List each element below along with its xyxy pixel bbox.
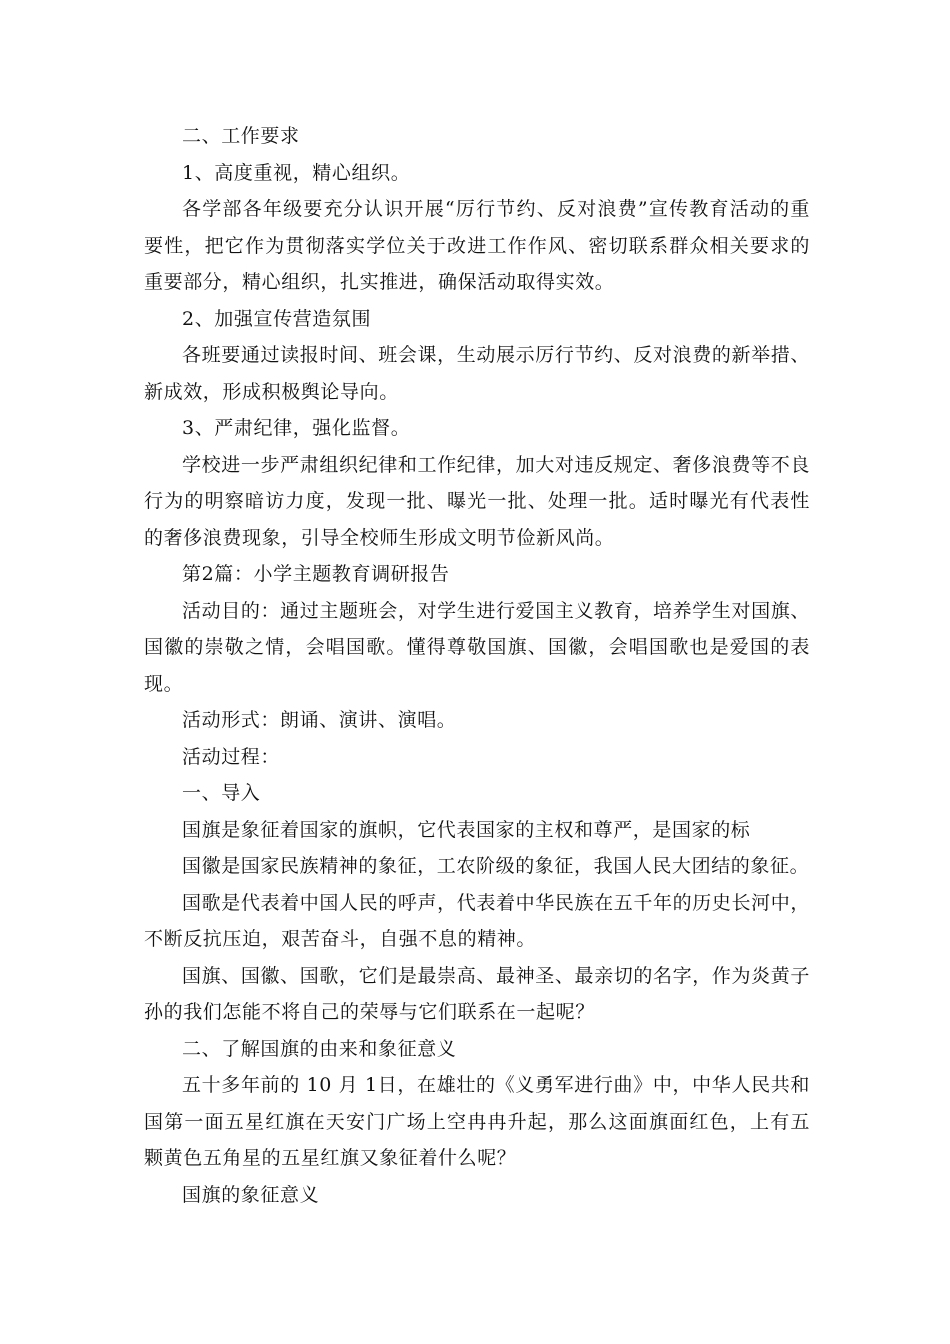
section-heading: 二、工作要求 [182,125,300,147]
body-paragraph: 五十多年前的 10 月 1日，在雄壮的《义勇军进行曲》中，中华人民共和国第一面五星红旗在天安门广场上空冉冉升起，那么这面旗面红色，上有五颗黄色五角星的五星红旗又象征着什么呢？ [144,1074,810,1169]
body-paragraph: 国旗的象征意义 [182,1183,320,1206]
body-paragraph: 国歌是代表着中国人民的呼声，代表着中华民族在五千年的历史长河中，不断反抗压迫，艰苦奋斗，自强不息的精神。 [144,891,810,950]
body-paragraph: 学校进一步严肃组织纪律和工作纪律，加大对违反规定、奢侈浪费等不良行为的明察暗访力度，发现一批、曝光一批、处理一批。适时曝光有代表性的奢侈浪费现象，引导全校师生形成文明节俭新风尚。 [144,453,810,549]
section-heading: 二、了解国旗的由来和象征意义 [182,1037,457,1060]
subheading: 1、高度重视，精心组织。 [182,161,411,184]
body-paragraph: 活动过程： [182,745,281,768]
body-paragraph: 各班要通过读报时间、班会课，生动展示厉行节约、反对浪费的新举措、新成效，形成积极舆论导向。 [144,344,810,403]
body-paragraph: 活动目的：通过主题班会，对学生进行爱国主义教育，培养学生对国旗、国徽的崇敬之情，会唱国歌。懂得尊敬国旗、国徽，会唱国歌也是爱国的表现。 [144,599,810,695]
body-paragraph: 活动形式：朗诵、演讲、演唱。 [182,709,457,731]
document-body [144,118,810,1213]
body-paragraph: 国徽是国家民族精神的象征，工农阶级的象征，我国人民大团结的象征。 [182,855,810,877]
body-paragraph: 国旗、国徽、国歌，它们是最崇高、最神圣、最亲切的名字，作为炎黄子孙的我们怎能不将自己的荣辱与它们联系在一起呢？ [144,964,810,1023]
subheading: 3、严肃纪律，强化监督。 [182,417,411,439]
article-title: 第2篇：小学主题教育调研报告 [182,563,450,585]
body-paragraph: 国旗是象征着国家的旗帜，它代表国家的主权和尊严，是国家的标 [182,818,751,841]
section-heading: 一、导入 [182,782,261,804]
subheading: 2、加强宣传营造氛围 [182,307,372,330]
body-paragraph: 各学部各年级要充分认识开展“厉行节约、反对浪费”宣传教育活动的重要性，把它作为贯彻落实学位关于改进工作作风、密切联系群众相关要求的重要部分，精心组织，扎实推进，确保活动取得实效。 [144,198,810,293]
